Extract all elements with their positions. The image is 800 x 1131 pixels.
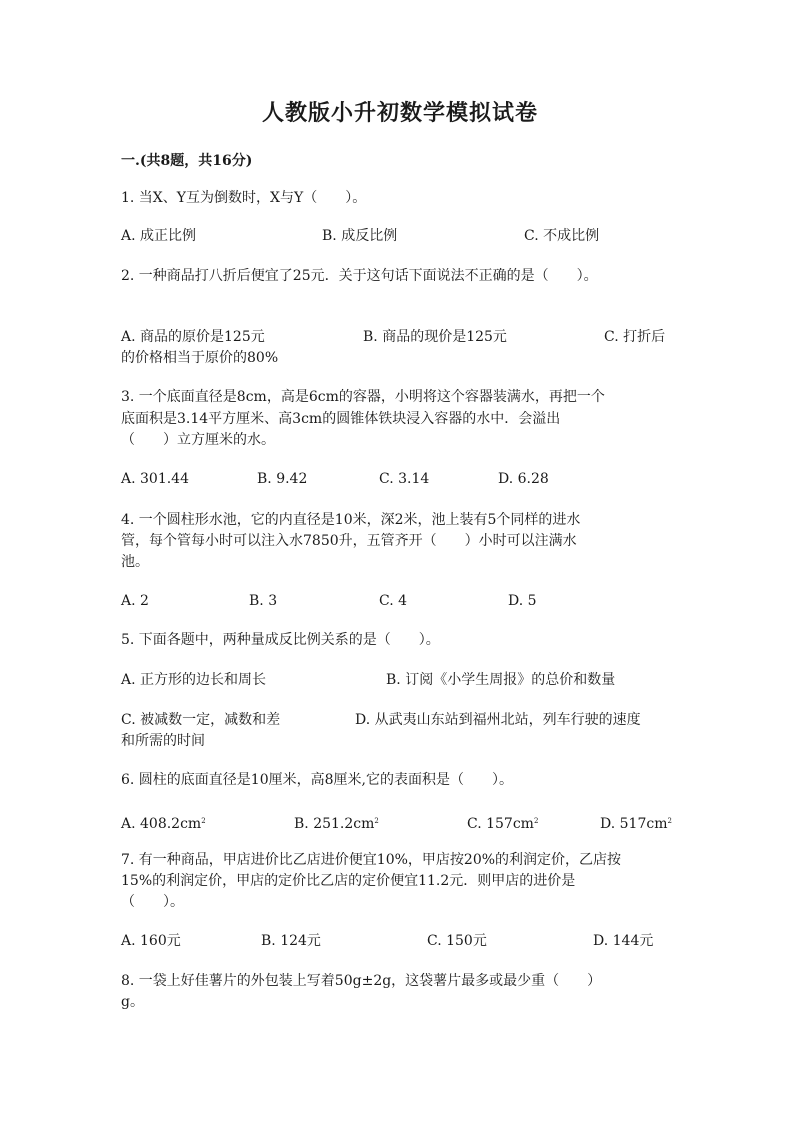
- q6-option-d-label: D. 517cm: [600, 816, 668, 832]
- q6-option-b-label: B. 251.2cm: [294, 816, 375, 832]
- question-1: 1. 当X、Y互为倒数时，X与Y（ ）。: [121, 190, 367, 206]
- question-4-line-1: 4. 一个圆柱形水池，它的内直径是10米，深2米，池上装有5个同样的进水: [121, 512, 581, 528]
- q2-option-b[interactable]: B. 商品的现价是125元: [363, 329, 507, 345]
- q1-option-a[interactable]: A. 成正比例: [121, 228, 197, 244]
- question-3-line-2: 底面积是3.14平方厘米、高3cm的圆锥体铁块浸入容器的水中．会溢出: [121, 411, 561, 427]
- q7-option-d[interactable]: D. 144元: [593, 933, 654, 949]
- question-8-line-2: g。: [121, 994, 144, 1010]
- question-7-line-1: 7. 有一种商品，甲店进价比乙店进价便宜10%，甲店按20%的利润定价，乙店按: [121, 852, 622, 868]
- q4-option-b[interactable]: B. 3: [249, 593, 278, 609]
- q7-option-c[interactable]: C. 150元: [427, 933, 487, 949]
- q4-option-d[interactable]: D. 5: [508, 593, 537, 609]
- question-4-line-2: 管，每个管每小时可以注入水7850升，五管齐开（ ）小时可以注满水: [121, 533, 577, 549]
- q6-option-c-label: C. 157cm: [467, 816, 534, 832]
- section-heading: 一.(共8题，共16分): [121, 153, 253, 169]
- question-3-line-3: （ ）立方厘米的水。: [121, 432, 275, 448]
- question-7-line-2: 15%的利润定价，甲店的定价比乙店的定价便宜11.2元．则甲店的进价是: [121, 873, 576, 889]
- question-6: 6. 圆柱的底面直径是10厘米，高8厘米,它的表面积是（ ）。: [121, 772, 513, 788]
- q5-option-d[interactable]: D. 从武夷山东站到福州北站，列车行驶的速度: [355, 712, 641, 728]
- q6-option-c[interactable]: [467, 811, 538, 835]
- q3-option-c[interactable]: C. 3.14: [379, 471, 430, 487]
- q3-option-b[interactable]: B. 9.42: [257, 471, 308, 487]
- q5-option-d-continued: 和所需的时间: [121, 733, 205, 749]
- q1-option-b[interactable]: B. 成反比例: [322, 228, 398, 244]
- q6-option-d-superscript: 2: [667, 817, 672, 825]
- question-7-line-3: （ ）。: [121, 894, 184, 910]
- question-3-line-1: 3. 一个底面直径是8cm，高是6cm的容器，小明将这个容器装满水，再把一个: [121, 389, 605, 405]
- q4-option-a[interactable]: A. 2: [121, 593, 149, 609]
- q7-option-b[interactable]: B. 124元: [261, 933, 321, 949]
- question-4-line-3: 池。: [121, 554, 149, 570]
- question-8-line-1: 8. 一袋上好佳薯片的外包装上写着50g±2g，这袋薯片最多或最少重（ ）: [121, 973, 602, 989]
- page-title: 人教版小升初数学模拟试卷: [261, 100, 538, 126]
- q7-option-a[interactable]: A. 160元: [121, 933, 181, 949]
- q4-option-c[interactable]: C. 4: [379, 593, 408, 609]
- q6-option-c-superscript: 2: [533, 817, 539, 825]
- q5-option-c[interactable]: C. 被减数一定，减数和差: [121, 712, 281, 728]
- q6-option-a[interactable]: [121, 811, 206, 835]
- q3-option-d[interactable]: D. 6.28: [498, 471, 549, 487]
- q2-option-c[interactable]: C. 打折后: [604, 329, 666, 345]
- q6-option-b-superscript: 2: [374, 817, 379, 825]
- q2-option-c-continued: 的价格相当于原价的80%: [121, 350, 279, 366]
- q2-option-a[interactable]: A. 商品的原价是125元: [121, 329, 265, 345]
- q5-option-a[interactable]: A. 正方形的边长和周长: [121, 672, 267, 688]
- q5-option-b[interactable]: B. 订阅《小学生周报》的总价和数量: [386, 672, 616, 688]
- question-2: 2. 一种商品打八折后便宜了25元．关于这句话下面说法不正确的是（ ）。: [121, 268, 598, 284]
- q6-option-a-superscript: 2: [201, 817, 206, 825]
- q3-option-a[interactable]: A. 301.44: [121, 471, 189, 487]
- q1-option-c[interactable]: C. 不成比例: [524, 228, 600, 244]
- question-5: 5. 下面各题中，两种量成反比例关系的是（ ）。: [121, 632, 440, 648]
- q6-option-a-label: A. 408.2cm: [121, 816, 202, 832]
- q6-option-d[interactable]: [600, 811, 672, 835]
- q6-option-b[interactable]: [294, 811, 379, 835]
